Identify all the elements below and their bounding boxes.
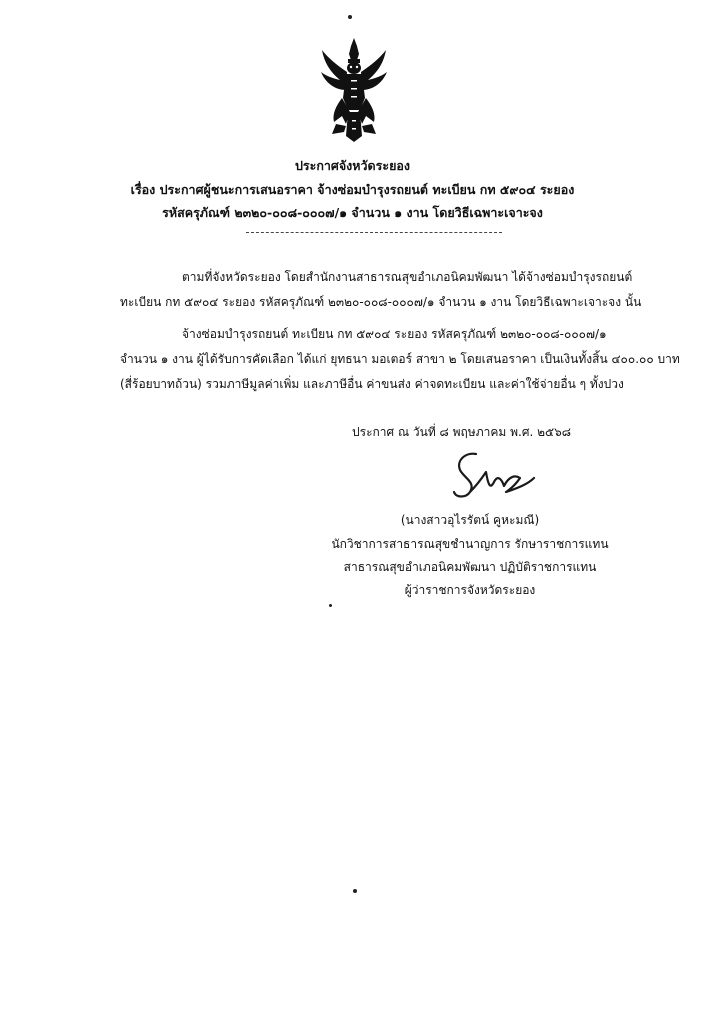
paragraph-2-line-1: จ้างซ่อมบำรุงรถยนต์ ทะเบียน กท ๕๙๐๔ ระยอง รหัสครุภัณฑ์ ๒๓๒๐-๐๐๘-๐๐๐๗/๑ xyxy=(182,327,607,341)
announcement-date: ประกาศ ณ วันที่ ๘ พฤษภาคม พ.ศ. ๒๕๖๘ xyxy=(352,425,571,439)
paragraph-2-line-3: (สี่ร้อยบาทถ้วน) รวมภาษีมูลค่าเพิ่ม และภาษีอื่น ค่าขนส่ง ค่าจดทะเบียน และค่าใช้จ่ายอื่น ๆ ทั้งปวง xyxy=(120,377,624,391)
paragraph-2-line-2: จำนวน ๑ งาน ผู้ได้รับการคัดเลือก ได้แก่ ยุทธนา มอเตอร์ สาขา ๒ โดยเสนอราคา เป็นเงินทั้งสิ้น ๔๐๐.๐๐ บาท xyxy=(120,352,680,366)
signatory-position-3: ผู้ว่าราชการจังหวัดระยอง xyxy=(404,583,536,597)
signatory-name: (นางสาวอุไรรัตน์ คูหะมณี) xyxy=(400,513,540,527)
top-dot xyxy=(348,15,352,19)
signatory-position-1: นักวิชาการสาธารณสุขชำนาญการ รักษาราชการแทน xyxy=(331,537,609,551)
paragraph-1-line-2: ทะเบียน กท ๕๙๐๔ ระยอง รหัสครุภัณฑ์ ๒๓๒๐-๐๐๘-๐๐๐๗/๑ จำนวน ๑ งาน โดยวิธีเฉพาะเจาะจง นั้น xyxy=(120,295,642,309)
handwritten-signature-icon xyxy=(446,448,546,504)
header-divider xyxy=(246,232,502,233)
paragraph-1-line-1: ตามที่จังหวัดระยอง โดยสำนักงานสาธารณสุขอำเภอนิคมพัฒนา ได้จ้างซ่อมบำรุงรถยนต์ xyxy=(182,270,633,284)
garuda-emblem-icon xyxy=(318,36,390,144)
announcement-subject: เรื่อง ประกาศผู้ชนะการเสนอราคา จ้างซ่อมบำรุงรถยนต์ ทะเบียน กท ๕๙๐๔ ระยอง xyxy=(130,182,575,197)
mid-dot xyxy=(329,604,332,607)
bottom-dot xyxy=(353,889,357,893)
announcement-title: ประกาศจังหวัดระยอง xyxy=(294,158,411,173)
asset-code-line: รหัสครุภัณฑ์ ๒๓๒๐-๐๐๘-๐๐๐๗/๑ จำนวน ๑ งาน โดยวิธีเฉพาะเจาะจง xyxy=(162,205,543,220)
signatory-position-2: สาธารณสุขอำเภอนิคมพัฒนา ปฏิบัติราชการแทน xyxy=(343,560,597,574)
